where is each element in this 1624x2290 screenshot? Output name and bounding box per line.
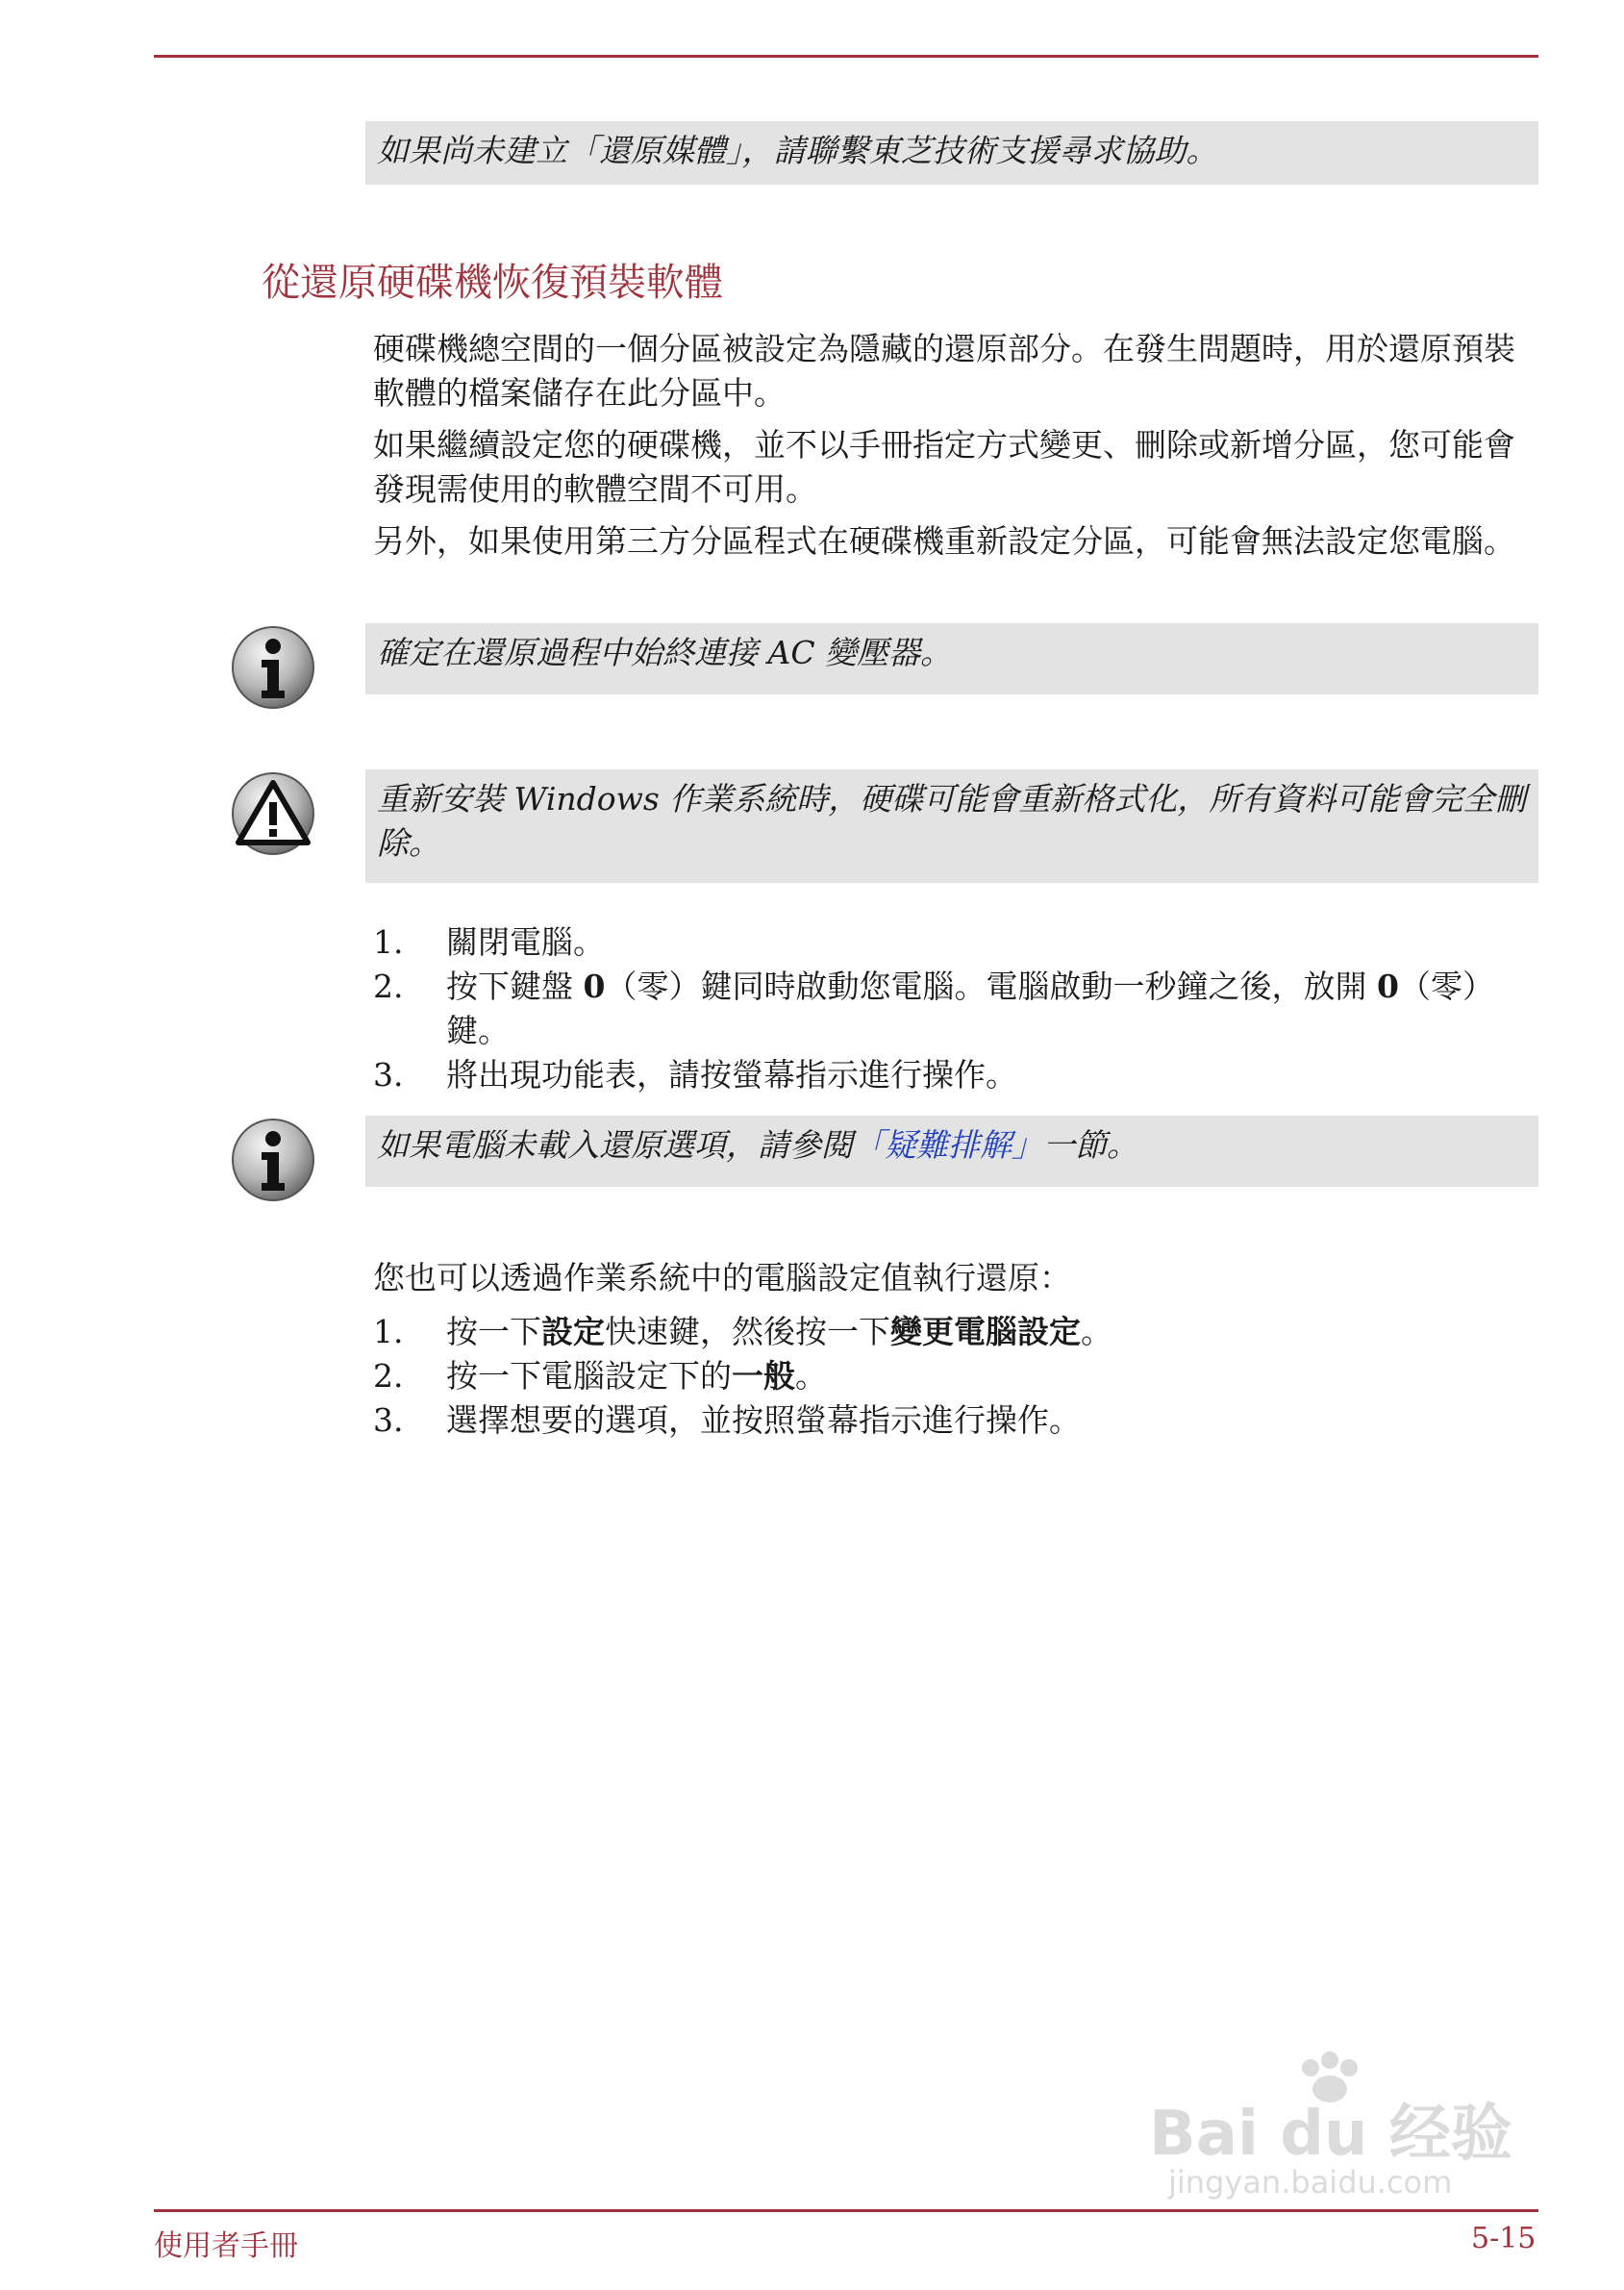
- step-text-part: 按一下: [446, 1313, 541, 1350]
- warning-icon: [229, 769, 317, 858]
- paragraph-4: 您也可以透過作業系統中的電腦設定值執行還原：: [373, 1259, 1071, 1296]
- footer-rule: [154, 2209, 1538, 2212]
- note-troubleshoot: [365, 1116, 1538, 1187]
- note-text: 如果尚未建立「還原媒體」，請聯繫東芝技術支援尋求協助。: [377, 132, 1218, 169]
- note-warning-reinstall: [365, 769, 1538, 883]
- list-item: [373, 1354, 1541, 1398]
- note-recovery-media: [365, 121, 1538, 185]
- footer-manual-title: 使用者手冊: [154, 2229, 298, 2263]
- step-number: 1.: [373, 1313, 404, 1350]
- step-text-part: 按下鍵盤: [446, 968, 584, 1005]
- note-ac-adapter: [365, 623, 1538, 694]
- paragraph-2: 如果繼續設定您的硬碟機，並不以手冊指定方式變更、刪除或新增分區，您可能會發現需使用的軟體空間不可用。: [373, 426, 1515, 508]
- list-item: [373, 1053, 1541, 1097]
- step-number: 2.: [373, 968, 404, 1005]
- list-item: [373, 1398, 1541, 1443]
- list-item: [373, 965, 1541, 1053]
- troubleshoot-link[interactable]: 「疑難排解」: [853, 1126, 1043, 1164]
- watermark-brand: Bai du 经验: [1149, 2099, 1512, 2170]
- info-icon: [229, 1116, 317, 1204]
- step-number: 2.: [373, 1357, 404, 1395]
- ui-term: 變更電腦設定: [890, 1313, 1081, 1350]
- step-text-part: 。: [1081, 1313, 1112, 1350]
- list-item: [373, 1310, 1541, 1354]
- step-number: 3.: [373, 1401, 404, 1439]
- info-icon: [229, 623, 317, 712]
- note-text: 重新安裝 Windows 作業系統時，硬碟可能會重新格式化，所有資料可能會完全刪除。: [377, 780, 1527, 862]
- header-rule: [154, 55, 1538, 58]
- ui-term: 設定: [541, 1313, 605, 1350]
- step-text-part: 按一下電腦設定下的: [446, 1357, 732, 1395]
- key-label: 0: [583, 968, 606, 1005]
- paragraph-3: 另外，如果使用第三方分區程式在硬碟機重新設定分區，可能會無法設定您電腦。: [373, 522, 1515, 560]
- page-number: 5-15: [1471, 2222, 1537, 2255]
- step-text-part: （零）鍵。: [446, 968, 1494, 1049]
- step-number: 3.: [373, 1056, 404, 1094]
- steps-list-1: [373, 920, 1541, 1097]
- step-text-part: （零）鍵同時啟動您電腦。電腦啟動一秒鐘之後，放開: [605, 968, 1377, 1005]
- step-text-part: 快速鍵，然後按一下: [605, 1313, 890, 1350]
- steps-list-2: [373, 1310, 1541, 1443]
- note-text: 確定在還原過程中始終連接 AC 變壓器。: [377, 634, 953, 671]
- note-text: 一節。: [1043, 1126, 1138, 1164]
- ui-term: 一般: [732, 1357, 795, 1395]
- section-heading: 從還原硬碟機恢復預裝軟體: [262, 261, 723, 305]
- baidu-watermark: [1139, 2049, 1543, 2202]
- key-label: 0: [1376, 968, 1399, 1005]
- step-number: 1.: [373, 923, 404, 961]
- watermark-url: jingyan.baidu.com: [1168, 2164, 1453, 2201]
- list-item: [373, 920, 1541, 965]
- step-text: 將出現功能表，請按螢幕指示進行操作。: [446, 1056, 1017, 1094]
- step-text: 關閉電腦。: [446, 923, 605, 961]
- step-text: 選擇想要的選項，並按照螢幕指示進行操作。: [446, 1401, 1081, 1439]
- note-text: 如果電腦未載入還原選項，請參閱: [377, 1126, 853, 1164]
- step-text-part: 。: [795, 1357, 827, 1395]
- paragraph-1: 硬碟機總空間的一個分區被設定為隱藏的還原部分。在發生問題時，用於還原預裝軟體的檔案儲存在此分區中。: [373, 330, 1515, 412]
